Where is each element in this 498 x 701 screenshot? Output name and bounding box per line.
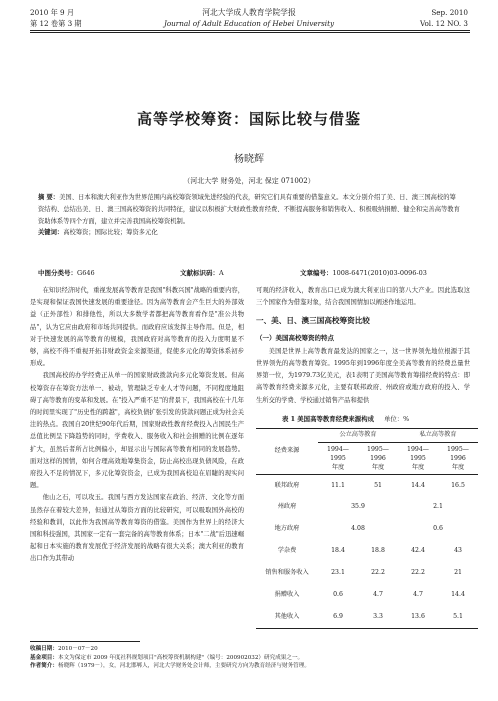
issue-date-en: Sep. 2010 <box>431 8 468 17</box>
paragraph: 可观的经济收入，教育出口已成为澳大利亚出口的第八大产业。因此选取这三个国家作为借鉴对象，结合我国国情加以阐述作地运用。 <box>256 287 470 307</box>
paragraph: 我国高校的办学经费正从单一的国家财政拨款向多元化筹资发展。但高校筹资存在筹资方法单一、被动，管理缺乏专业人才等问题，不同程度地阻碍了高等教育的变革和发展。在"投入严重不足"的背景下，我国高校在十几年的时间里实现了"历史性的跨越"，高校负债扩张引发的贷款问题正成为社会关注的热点。我国自20世纪90年代后期，国家财政性教育经费投入占国民生产总值比例呈下降趋势的同时，学费收入、服务收入和社会捐赠的比例在逐年扩大，虽然后者所占比例偏小，却显示出与国际高等教育相同的发展趋势。面对这样的国情，如何合理高效地筹集资金，防止高校出现负债风险，在政府投入不足的情况下，多元化筹资资金，已成为我国高校迫在眉睫的现实问题。 <box>30 372 244 490</box>
table-row: 州政府 35.9 2.1 <box>277 503 443 511</box>
funding-sources-table <box>256 428 478 629</box>
group-public: 公立高等教育 <box>318 429 398 443</box>
author-affiliation: （河北大学 财务处，河北 保定 071002） <box>183 177 315 185</box>
volume-issue: 第 12 卷第 3 期 <box>30 19 82 28</box>
header-rule <box>30 30 470 31</box>
abstract <box>38 192 462 239</box>
year-col: 1994— 1995 年度 <box>318 443 358 475</box>
journal-title-en: Journal of Adult Education of Hebei University <box>163 19 335 28</box>
header-rule-2 <box>30 32 470 33</box>
issue-date: 2010 年 9 月 <box>30 8 75 17</box>
received-date: 2010－07－20 <box>57 646 98 652</box>
article-title: 高等学校筹资：国际比较与借鉴 <box>136 110 361 128</box>
left-column <box>30 285 244 566</box>
year-col: 1995— 1996 年度 <box>438 443 478 475</box>
right-column <box>256 285 470 629</box>
fund-info: 本文为保定市 2009 年度社科规划项目"高校筹资机制构建"（编号：200902032）研究成果之一。 <box>57 654 304 661</box>
paragraph: 他山之石，可以攻玉。我国与西方发达国家在政治、经济、文化等方面虽然存在着较大差异，但通过从筹资方面的比较研究，可以吸取国外高校的经验和教训，以此作为我国高等教育筹资的借鉴。美国作为世界上的经济大国和科技强国，其国家一定有一套完备的高等教育体系；日本"二战"后迅速崛起和日本实施的教育发展优于经济发展的战略有很大关系；澳大利亚的教育出口作为其带动 <box>30 494 244 563</box>
paragraph: 在知识经济时代，重视发展高等教育是我国"科教兴国"战略的重要内容，是实现和保证我国快速发展的重要途径。因为高等教育会产生巨大的外部效益（正外部性）和排他性，所以大多数学者都把高等教育看作是"准公共物品"，认为它应由政府和市场共同提供。而政府应该发挥主导作用。但是，相对于快速发展的高等教育的规模，我国政府对高等教育的投入力度明显不够，高校不得不重视开拓非财政资金来源渠道，促使多元化的筹资体系初步形成。 <box>30 287 244 368</box>
footnote-rule <box>30 641 140 642</box>
year-col: 1995— 1996 年度 <box>358 443 398 475</box>
abstract-text: 美国、日本和澳大利亚作为世界范围内高校筹资领域先进经验的代表，研究它们具有重要的借鉴意义。本文分别介绍了美、日、澳三国高校的筹资结构、总结出美、日、澳三国高校筹资的共同特征，建议以积极扩大财政性教育经费、不断提高服务和销售收入、积极吸纳捐赠、健全和完善高等教育资助体系等四个方面，建立并完善我国高校筹资机制。 <box>38 194 460 225</box>
table-row: 捐赠收入 0.6 4.7 4.7 14.4 <box>274 591 465 599</box>
table-row: 其他收入 6.9 3.3 13.6 5.1 <box>256 607 478 629</box>
table-row: 销售和服务收入 23.1 22.2 22.2 21 <box>265 569 462 577</box>
year-col: 1994— 1995 年度 <box>398 443 438 475</box>
author-name: 杨晓辉 <box>234 154 264 165</box>
table-row: 联邦政府 11.1 51 14.4 16.5 <box>274 481 465 489</box>
table-row: 学杂费 18.4 18.8 42.4 43 <box>277 547 462 555</box>
footnotes: 收稿日期：2010－07－20 基金项目：本文为保定市 2009 年度社科规划项目"高校筹资机制构建"（编号：200902032）研究成果之一。 作者简介：杨晓辉（1979－），女，河北邯郸人，河北大学财务处会计师，主要研究方向为教育经济与财务管理。 <box>30 646 310 669</box>
article-number: 文章编号：1008-6471(2010)03-0096-03 <box>300 269 427 277</box>
abstract-label: 摘 要： <box>38 194 60 201</box>
paragraph: 美国是世界上高等教育最发达的国家之一，这一世界领先地位根源于其世界领先的高等教育筹资。1995年到1996年度全美高等教育的经费总量世界第一位，为1979.73亿美元，表1表明了美国高等教育筹措经费的特点：即高等教育经费来源多元化，主要有联邦政府、州政府或地方政府的投入、学生所交的学费、学校通过销售产品和提供 <box>256 347 470 404</box>
document-code: 文献标识码：A <box>180 269 224 277</box>
group-private: 私立高等教育 <box>398 429 478 443</box>
table-row: 地方政府 4.08 0.6 <box>274 525 443 533</box>
keywords: 高校筹资；国际比较；筹资多元化 <box>63 229 158 237</box>
clc-code: 中图分类号：G646 <box>38 269 95 277</box>
section-heading: 一、美、日、澳三国高校筹资比较 <box>256 316 370 326</box>
author-bio: 杨晓辉（1979－），女，河北邯郸人，河北大学财务处会计师，主要研究方向为教育经济与财务管理。 <box>57 663 310 669</box>
journal-title-cn: 河北大学成人教育学院学报 <box>202 8 296 17</box>
keywords-label: 关键词： <box>38 229 64 237</box>
volume-issue-en: Vol. 12 NO. 3 <box>419 19 468 28</box>
table-unit: 单位：% <box>383 414 410 423</box>
row-header: 经费来源 <box>256 429 318 475</box>
table-caption: 表 1 美国高等教育经费来源构成 单位：% <box>282 414 410 423</box>
subsection-heading: （一）美国高校筹资的特点 <box>256 333 334 342</box>
